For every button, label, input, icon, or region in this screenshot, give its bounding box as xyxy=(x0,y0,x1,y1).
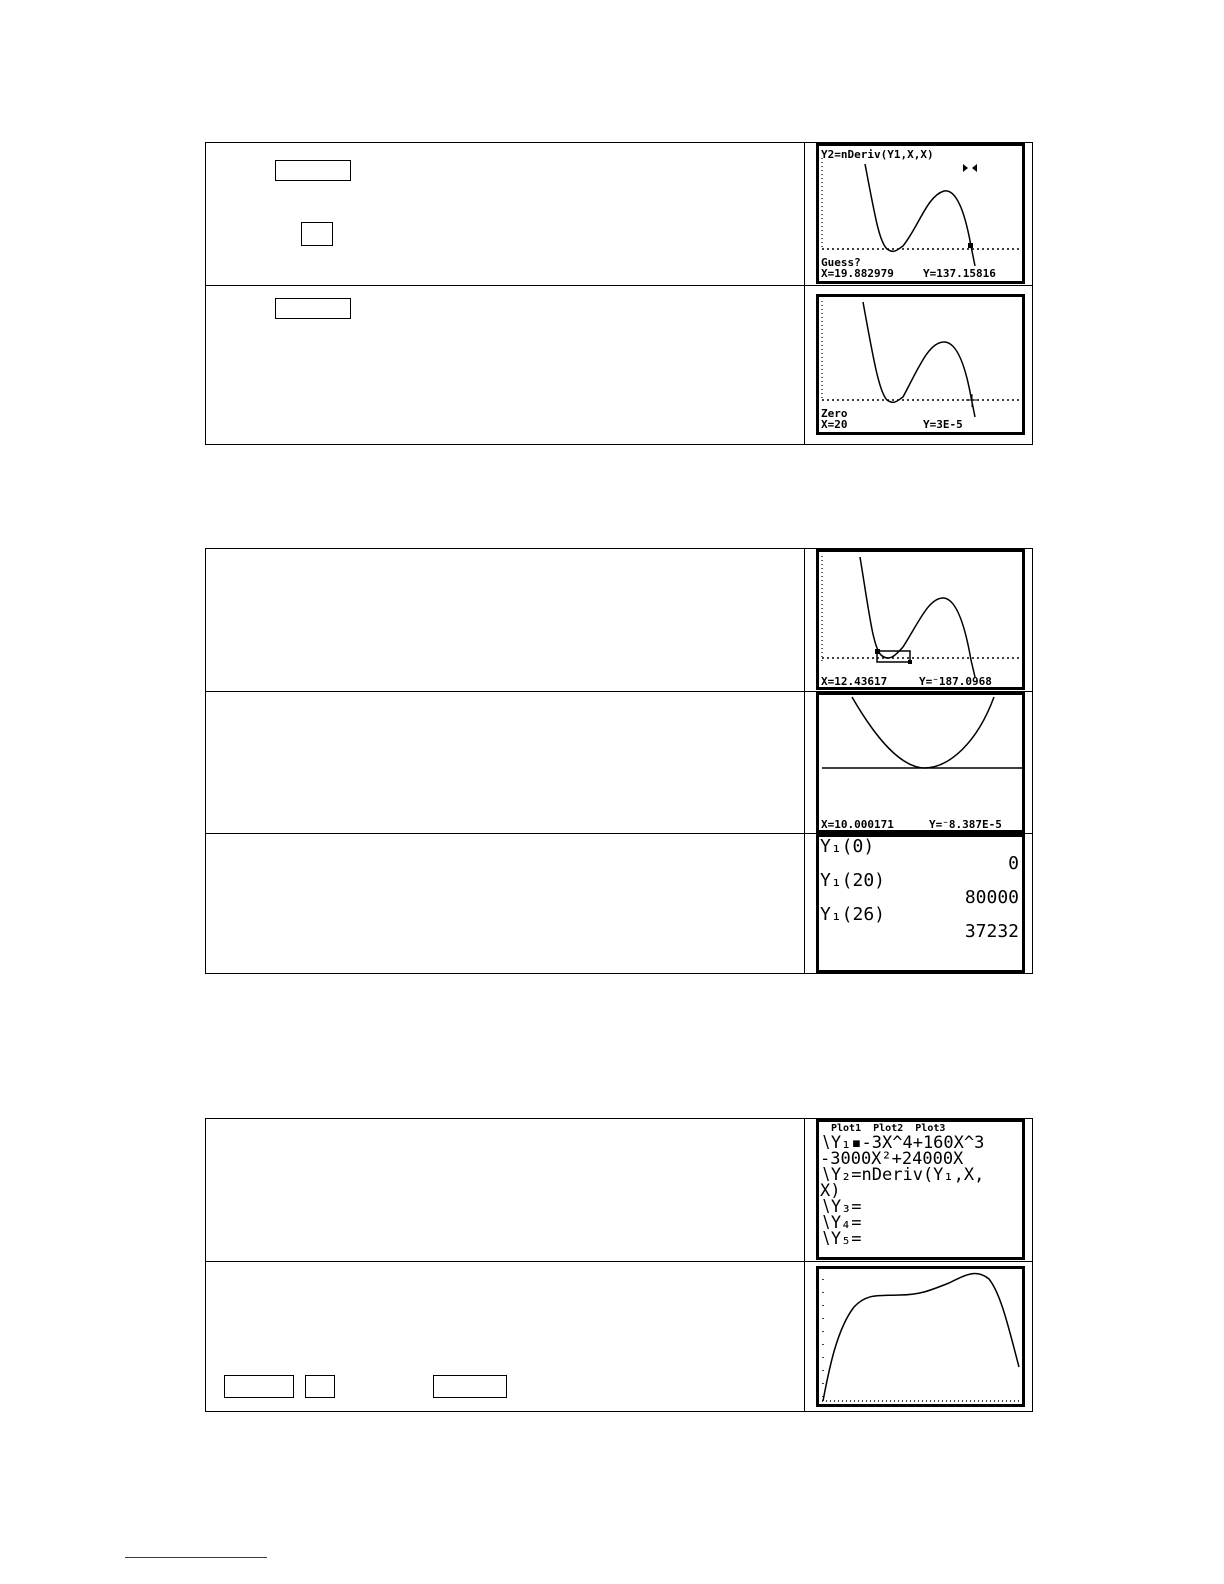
column-divider xyxy=(804,1262,805,1411)
x-readout: X=19.882979 xyxy=(821,267,894,280)
graph-integral xyxy=(819,1269,1025,1407)
plot-labels: Plot1 Plot2 Plot3 xyxy=(831,1123,946,1134)
calculator-key-box xyxy=(275,160,351,181)
steps-table-3 xyxy=(205,1118,1033,1412)
x-readout: X=12.43617 xyxy=(821,675,888,688)
step-row-yeditor xyxy=(206,1119,1032,1261)
home-result: 80000 xyxy=(964,887,1019,908)
column-divider xyxy=(804,834,805,973)
function-curve xyxy=(865,164,975,266)
step-row-zero xyxy=(206,285,1032,444)
calculator-key-box xyxy=(433,1375,507,1398)
function-curve xyxy=(852,697,994,768)
calculator-screen-zoomed xyxy=(816,692,1025,833)
trace-cursor xyxy=(968,243,973,248)
step-row-box xyxy=(206,549,1032,691)
calculator-screen-graph xyxy=(816,1266,1025,1407)
y1-line: ∖Y₁▪-3X^4+160X^3 xyxy=(820,1133,985,1153)
step-row-guess xyxy=(206,143,1032,285)
calculator-screen-yeditor xyxy=(816,1119,1025,1260)
y5-line: ∖Y₅= xyxy=(820,1229,862,1249)
home-line: Y₁(20) xyxy=(820,870,886,891)
column-divider xyxy=(804,549,805,691)
function-curve xyxy=(823,1273,1019,1401)
home-result: 37232 xyxy=(964,921,1019,942)
y2-line: ∖Y₂=nDeriv(Y₁,X, xyxy=(820,1165,985,1185)
y-readout: Y=137.15816 xyxy=(923,267,996,280)
y4-line: ∖Y₄= xyxy=(820,1213,862,1233)
graph-zero xyxy=(819,297,1025,435)
y1-line: -3000X²+24000X xyxy=(820,1149,964,1169)
calculator-key-box xyxy=(224,1375,294,1398)
column-divider xyxy=(804,1119,805,1261)
step-row-zoomed xyxy=(206,691,1032,833)
steps-table-2 xyxy=(205,548,1033,974)
y-readout: Y=⁻187.0968 xyxy=(919,675,992,688)
x-readout: X=20 xyxy=(821,418,848,431)
home-line: Y₁(26) xyxy=(820,904,886,925)
graph-box-zoom xyxy=(819,552,1025,690)
y-readout: Y=⁻8.387E-5 xyxy=(929,818,1002,831)
home-result: 0 xyxy=(1008,853,1019,874)
steps-table-1 xyxy=(205,142,1033,445)
graph-zoomed xyxy=(819,695,1025,833)
step-row-graph xyxy=(206,1261,1032,1411)
arrow-marker xyxy=(963,164,977,172)
column-divider xyxy=(804,286,805,444)
calculator-screen-box xyxy=(816,549,1025,690)
column-divider xyxy=(804,143,805,285)
x-readout: X=10.000171 xyxy=(821,818,894,831)
calculator-screen-guess xyxy=(816,143,1025,284)
calculator-key-box xyxy=(305,1375,335,1398)
screen-prompt: Guess? xyxy=(821,256,861,269)
calculator-screen-zero xyxy=(816,294,1025,435)
screen-header: Y2=nDeriv(Y1,X,X) xyxy=(821,148,934,161)
y-readout: Y=3E-5 xyxy=(923,418,963,431)
column-divider xyxy=(804,692,805,833)
calculator-key-box xyxy=(301,222,333,246)
calculator-screen-home xyxy=(816,834,1025,973)
zero-label: Zero xyxy=(821,407,848,420)
home-line: Y₁(0) xyxy=(820,836,875,857)
y3-line: ∖Y₃= xyxy=(820,1197,862,1217)
calculator-key-box xyxy=(275,298,351,319)
footnote-rule xyxy=(125,1557,267,1558)
y2-line: X) xyxy=(820,1181,841,1201)
step-row-home xyxy=(206,833,1032,973)
